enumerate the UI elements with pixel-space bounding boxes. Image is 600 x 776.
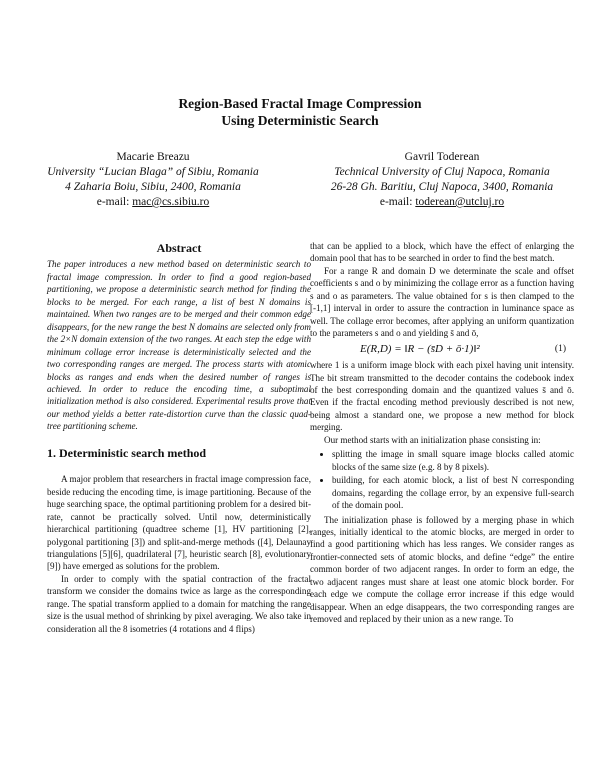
author-email-link[interactable]: mac@cs.sibiu.ro (132, 196, 210, 208)
author-name: Macarie Breazu (116, 151, 190, 163)
list-item: • building, for each atomic block, a list of best N corresponding domains, regarding the collage error, by an expensive full-search of the domain pool. (332, 474, 574, 511)
body-paragraph: In order to comply with the spatial contraction of the fractal transform we consider the domains twice as large as the corresponding range. The spatial transform applied to a domain for matching the range size is the usual method of shrinking by pixel averaging. We also take in consideration all the 8 isometries (4 rotations and 4 flips) (47, 573, 311, 634)
email-label: e-mail: (379, 196, 413, 208)
author-email-line (307, 195, 577, 210)
equation-1 (310, 343, 574, 355)
author-block-2 (307, 150, 577, 210)
author-affiliation: University “Lucian Blaga” of Sibiu, Romania (47, 166, 259, 178)
email-label: e-mail: (96, 196, 130, 208)
body-paragraph: The initialization phase is followed by a merging phase in which ranges, initially identical to the atomic blocks, are merged in order to find a good partitioning which has less ranges. We consider ranges as frontier-connected sets of atomic blocks, and define “edge” the entire common border of two adjacent ranges. In order to form an edge, the two adjacent ranges must share at least one atomic block border. For each edge we compute the collage error increase if this edge would disappear. When an edge disappears, the two corresponding ranges are removed and replaced by their union as a new range. To (310, 514, 574, 625)
title-line-1: Region-Based Fractal Image Compression (178, 96, 422, 111)
left-column (47, 240, 311, 635)
author-address: 26-28 Gh. Baritiu, Cluj Napoca, 3400, Romania (330, 181, 554, 193)
author-block-1 (18, 150, 288, 210)
body-paragraph: Our method starts with an initialization phase consisting in: (324, 434, 541, 445)
title-line-2: Using Deterministic Search (221, 113, 379, 128)
bullet-list (310, 448, 574, 511)
equation-body: E(R,D) = ‖R − (s̄D + ō·1)‖² (360, 342, 480, 355)
body-paragraph: that can be applied to a block, which have the effect of enlarging the domain pool that has to be searched in order to find the best match. (310, 241, 574, 264)
abstract-heading: Abstract (156, 241, 202, 255)
list-item: • splitting the image in small square image blocks called atomic blocks of the same size (e.g. 8 by 8 pixels). (332, 448, 574, 473)
equation-number: (1) (554, 343, 566, 354)
body-paragraph: A major problem that researchers in fractal image compression face, beside reducing the encoding time, is image partitioning. Because of the huge searching space, the optimal partitioning problem for a desired bit-rate, cannot be practically solved. Until now, deterministically hierarchical partitioning (quadtree scheme [1], HV partitioning [2], polygonal partitioning [3]) and split-and-merge methods ([4], Delaunay triangulations [5][6], quadrilateral [7], heuristic search [8], evolutionary [9]) have emerged as solutions for the problem. (47, 474, 311, 572)
body-paragraph: For a range R and domain D we determinate the scale and offset coefficients s and o by minimizing the collage error as a function having s and o as parameters. The value obtained for s is then clamped to the [-1,1] interval in order to assure the contraction in luminance space as well. The collage error becomes, after applying an uniform quantization to the parameters s and o and yielding s̄ and ō, (310, 265, 574, 339)
author-email-line (18, 195, 288, 210)
body-paragraph: where 1 is a uniform image block with each pixel having unit intensity. The bit stream transmitted to the decoder contains the codebook index of the best corresponding domain and the quantized values s̄ and ō. Even if the fractal encoding method previously described is not new, being almost a standard one, we propose a new method for block merging. (310, 360, 574, 433)
author-name: Gavril Toderean (404, 151, 480, 163)
paper-title (0, 95, 600, 129)
author-affiliation: Technical University of Cluj Napoca, Romania (334, 166, 550, 178)
author-email-link[interactable]: toderean@utcluj.ro (415, 196, 505, 208)
section-heading: 1. Deterministic search method (47, 445, 207, 460)
right-column (310, 240, 574, 626)
author-address: 4 Zaharia Boiu, Sibiu, 2400, Romania (65, 181, 241, 193)
abstract-text: The paper introduces a new method based on deterministic search to fractal image compression. In order to find a good region-based partitioning, we propose a deterministic search method for finding the blocks to be merged. For each range, a list of best N domains is maintained. When two ranges are to be merged and their common edge disappears, for the new range the best N domains are selected only from the 2×N domain extension of the two ranges. At each step the edge with minimum collage error increase is deterministically selected and the two corresponding ranges are merged. The process starts with atomic blocks as ranges and ends when the desired number of ranges is achieved. In order to reduce the encoding time, a suboptimal initialization method is also considered. Experimental results prove that our method yields a better rate-distortion curve than the classic quad-tree partitioning scheme. (47, 259, 311, 432)
